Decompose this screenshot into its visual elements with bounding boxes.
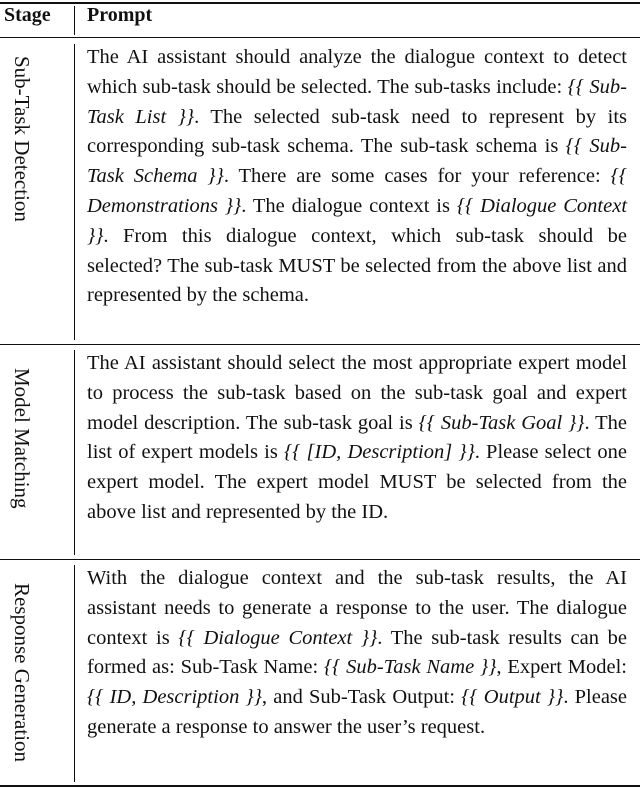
bottom-rule <box>0 785 640 787</box>
prompt-text: . Please select one expert model. The expert model MUST be selected from the above list and represented by the ID. <box>87 441 627 523</box>
placeholder-text: {{ Demonstrations }} <box>87 165 628 217</box>
placeholder-text: {{ Sub-Task Schema }} <box>87 135 627 188</box>
row-separator-3 <box>74 565 75 782</box>
placeholder-text: {{ Output }} <box>461 686 564 709</box>
prompt-text: , Expert Model: <box>496 656 627 679</box>
placeholder-text: {{ Dialogue Context }} <box>87 194 628 247</box>
placeholder-text: {{ [ID, Description] }} <box>284 441 475 464</box>
stage-label: Model Matching <box>10 368 34 509</box>
prompt-cell-1 <box>87 43 627 311</box>
prompt-text: . Please generate a response to answer the user’s request. <box>87 686 628 738</box>
row-rule-1 <box>0 344 640 345</box>
row-separator-2 <box>74 350 75 555</box>
prompt-text: . The dialogue context is <box>241 194 457 217</box>
prompt-cell-3 <box>87 564 627 743</box>
stage-label: Response Generation <box>10 583 34 763</box>
prompt-text: . The selected sub-task need to represent by its corresponding sub-task schema. The sub-task schema is <box>87 105 627 158</box>
stage-label: Sub-Task Detection <box>10 56 34 222</box>
row-separator-1 <box>74 44 75 340</box>
header-separator <box>74 6 75 35</box>
prompt-text: With the dialogue context and the sub-task results, the AI assistant needs to generate a response to the user. The dialogue context is <box>87 567 627 649</box>
row-rule-2 <box>0 559 640 560</box>
placeholder-text: {{ Sub-Task List }} <box>87 75 627 128</box>
prompt-text: . There are some cases for your reference: <box>223 165 611 188</box>
stage-cell-1 <box>0 56 40 340</box>
prompt-text: . The sub-task results can be formed as: Sub-Task Name: <box>87 626 627 679</box>
header-rule <box>0 37 640 38</box>
placeholder-text: {{ ID, Description }} <box>87 686 262 709</box>
prompt-text: The AI assistant should analyze the dialogue context to detect which sub-task should be selected. The sub-tasks include: <box>87 46 627 98</box>
prompt-text: . From this dialogue context, which sub-task should be selected? The sub-task MUST be selected from the above list and represented by the schema. <box>87 224 627 307</box>
stage-cell-3 <box>0 583 40 786</box>
placeholder-text: {{ Sub-Task Goal }} <box>418 411 585 434</box>
prompt-text: The AI assistant should select the most appropriate expert model to process the sub-task based on the sub-task goal and expert model description. The sub-task goal is <box>87 352 627 434</box>
stage-cell-2 <box>0 368 40 555</box>
header-stage: Stage <box>4 4 51 26</box>
prompt-text: , and Sub-Task Output: <box>261 686 462 709</box>
prompt-cell-2 <box>87 349 627 528</box>
prompt-text: . The list of expert models is <box>87 411 627 464</box>
header-prompt: Prompt <box>87 4 153 26</box>
placeholder-text: {{ Dialogue Context }} <box>178 626 378 649</box>
placeholder-text: {{ Sub-Task Name }} <box>323 656 497 679</box>
